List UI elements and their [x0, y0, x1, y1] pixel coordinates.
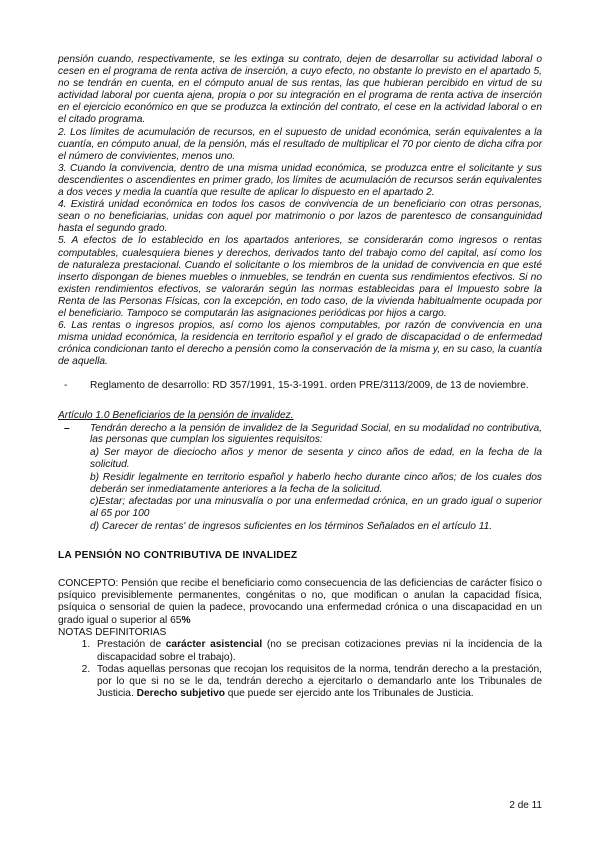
- regulation-item: [58, 380, 542, 392]
- requirement-b: b) Residir legalmente en territorio español y haberlo hecho durante cinco años; de los cuales dos deberán ser inmediatamente anteriores a la fecha de la solicitud.: [90, 471, 542, 495]
- section-heading: LA PENSIÓN NO CONTRIBUTIVA DE INVALIDEZ: [58, 549, 298, 561]
- note-text: (no se precisan cotizaciones previas ni la incidencia de la discapacidad sobre el trabajo).: [97, 639, 542, 663]
- document-page: [58, 54, 542, 701]
- list-dash: -: [64, 380, 68, 392]
- paragraph-continuation: pensión cuando, respectivamente, se les extinga su contrato, dejen de desarrollar su actividad laboral o cesen en el programa de renta activa de inserción, a cuyo efecto, no obstante lo previsto en el apartado 5, no se tendrán en cuenta, en el cómputo anual de sus rentas, las que hubieran percibido en virtud de su actividad laboral por cuenta ajena, propia o por su integración en el programa de renta activa de inserción en el ejercicio económico en que se produzca la extinción del contrato, el cese en la actividad laboral o en el citado programa.: [58, 54, 542, 126]
- paragraph-5: 5. A efectos de lo establecido en los apartados anteriores, se considerarán como ingresos o rentas computables, cualesquiera bienes y derechos, derivados tanto del trabajo como del capital, así como los de naturaleza prestacional. Cuando el solicitante o los miembros de la unidad de convivencia en que esté inserto dispongan de bienes muebles o inmuebles, se tendrán en cuenta sus rendimientos efectivos. Si no existen rendimientos efectivos, se valorarán según las normas establecidas para el Impuesto sobre la Renta de las Personas Físicas, con la excepción, en todo caso, de la vivienda habitualmente ocupada por el beneficiario. Tampoco se computarán las asignaciones periódicas por hijos a cargo.: [58, 235, 542, 319]
- note-item: [93, 639, 542, 664]
- concept-percent: %: [181, 614, 191, 626]
- note-text: Prestación de: [97, 639, 166, 651]
- concept-text: CONCEPTO: Pensión que recibe el beneficiario como consecuencia de las deficiencias de carácter físico o psíquico previsiblemente permanentes, congénitas o no, que modifican o anulan la capacidad física, psíquica o sensorial de quien la padece, provocando una enfermedad crónica o una discapacidad en un grado igual o superior al 65: [58, 577, 542, 626]
- notes-title: NOTAS DEFINITORIAS: [58, 626, 167, 638]
- requirement-c: c)Estar; afectadas por una minusvalía o por una enfermedad crónica, en un grado igual o superior al 65 por 100: [90, 496, 542, 520]
- paragraph-3: 3. Cuando la convivencia, dentro de una misma unidad económica, se produzca entre el solicitante y sus descendientes o ascendientes en primer grado, los límites de acumulación de recursos serán equivalentes a dos veces y media la cuantía que resulte de aplicar lo dispuesto en el apartado 2.: [58, 162, 542, 199]
- note-text: que puede ser ejercido ante los Tribunales de Justicia.: [224, 688, 474, 700]
- paragraph-4: 4. Existirá unidad económica en todos los casos de convivencia de un beneficiario con otras personas, sean o no beneficiarias, unidas con aquel por matrimonio o por lazos de parentesco de consanguinidad hasta el segundo grado.: [58, 199, 542, 235]
- note-text: Todas aquellas personas que recojan los requisitos de la norma, tendrán derecho a la prestación, por lo que si no se le da, tendrán derecho a ejercitarlo o demandarlo ante los Tribunales de Justicia.: [97, 663, 542, 700]
- article-lines: [90, 423, 542, 533]
- paragraph-2: 2. Los límites de acumulación de recursos, en el supuesto de unidad económica, serán equivalentes a la cuantía, en cómputo anual, de la pensión, más el resultado de multiplicar el 70 por ciento de dicha cifra por el número de convivientes, menos uno.: [58, 126, 542, 162]
- concept-paragraph: [58, 578, 542, 627]
- article-title: Artículo 1.0 Beneficiarios de la pensión de invalidez.: [58, 409, 294, 421]
- list-dash: –: [64, 422, 70, 434]
- article-intro: Tendrán derecho a la pensión de invalidez de la Seguridad Social, en su modalidad no contributiva, las personas que cumplan los siguientes requisitos:: [90, 422, 542, 446]
- note-emphasis: carácter asistencial: [165, 639, 263, 651]
- notes-list: [58, 639, 542, 700]
- page-number: 2 de 11: [509, 800, 542, 811]
- requirement-d: d) Carecer de rentas' de ingresos suficientes en los términos Señalados en el artículo 11.: [90, 521, 493, 532]
- paragraph-6: 6. Las rentas o ingresos propios, así como los ajenos computables, por razón de convivencia en una misma unidad económica, la residencia en territorio español y el grado de discapacidad o de enfermedad crónica condicionan tanto el derecho a pensión como la conservación de la misma y, en su caso, la cuantía de aquella.: [58, 320, 542, 368]
- note-item: [93, 664, 542, 701]
- article-body: [58, 423, 542, 533]
- note-emphasis: Derecho subjetivo: [136, 688, 225, 700]
- regulation-text: Reglamento de desarrollo: RD 357/1991, 15-3-1991. orden PRE/3113/2009, de 13 de noviembre.: [90, 380, 529, 392]
- requirement-a: a) Ser mayor de dieciocho años y menor de sesenta y cinco años de edad, en la fecha de la solicitud.: [90, 447, 542, 471]
